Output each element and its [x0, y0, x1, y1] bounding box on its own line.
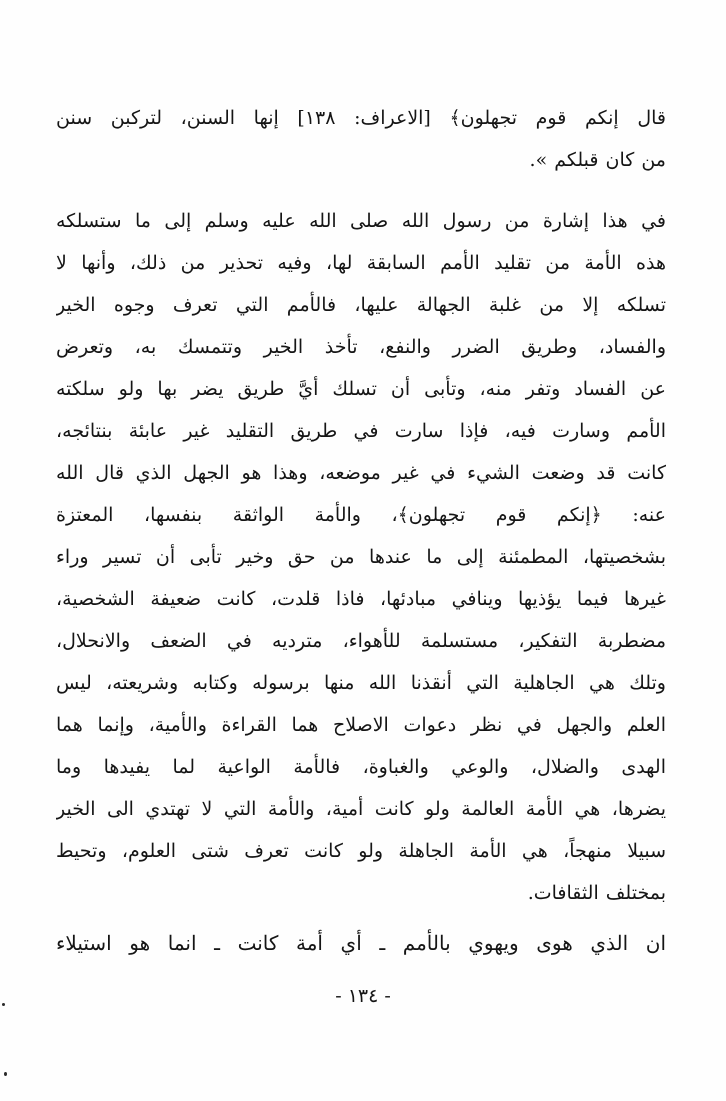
text-line: والفساد، وطريق الضرر والنفع، تأخذ الخير وتتمسك به، وتعرض [56, 336, 666, 358]
text-line: ان الذي هوى ويهوي بالأمم ـ أي أمة كانت ـ انما هو استيلاء [56, 931, 666, 955]
text-line: مضطربة التفكير، مستسلمة للأهواء، مترديه في الضعف والانحلال، [56, 630, 666, 652]
text-line: غيرها فيما يؤذيها وينافي مبادئها، فاذا قلدت، كانت ضعيفة الشخصية، [56, 588, 666, 610]
scan-speck [2, 1003, 5, 1006]
text-line: عنه: ﴿إنكم قوم تجهلون﴾، والأمة الواثقة بنفسها، المعتزة [56, 504, 666, 526]
paragraph-quote-ending [56, 97, 666, 181]
text-line: سبيلا منهجاً، هي الأمة الجاهلة ولو كانت تعرف شتى العلوم، وتحيط [56, 840, 666, 862]
text-line: الأمم وسارت فيه، فإذا سارت في طريق التقليد غير عابئة بنتائجه، [56, 420, 666, 442]
paragraph-continuation [56, 922, 666, 964]
text-line: من كان قبلكم ». [529, 149, 666, 171]
text-line: وتلك هي الجاهلية التي أنقذنا الله منها برسوله وكتابه وشريعته، ليس [56, 672, 666, 694]
text-line: العلم والجهل في نظر دعوات الاصلاح هما القراءة والأمية، وإنما هما [56, 714, 666, 736]
text-line: هذه الأمة من تقليد الأمم السابقة لها، وفيه تحذير من ذلك، وأنها لا [56, 252, 666, 274]
text-line: الهدى والضلال، والوعي والغباوة، فالأمة الواعية لما يفيدها وما [56, 756, 666, 778]
text-line: في هذا إشارة من رسول الله صلى الله عليه وسلم إلى ما ستسلكه [56, 210, 666, 232]
text-line: يضرها، هي الأمة العالمة ولو كانت أمية، والأمة التي لا تهتدي الى الخير [56, 798, 666, 820]
paragraph-commentary [56, 200, 666, 914]
text-line: عن الفساد وتفر منه، وتأبى أن تسلك أيَّ طريق يضر بها ولو سلكته [56, 378, 666, 400]
text-line: بمختلف الثقافات. [527, 882, 666, 904]
text-line: تسلكه إلا من غلبة الجهالة عليها، فالأمم التي تعرف وجوه الخير [56, 294, 666, 316]
page-number: - ١٣٤ - [335, 985, 391, 1007]
text-line: بشخصيتها، المطمئنة إلى ما عندها من حق وخير تأبى أن تسير وراء [56, 546, 666, 568]
scan-speck [4, 1072, 7, 1076]
text-line: كانت قد وضعت الشيء في غير موضعه، وهذا هو الجهل الذي قال الله [56, 462, 666, 484]
text-line: قال إنكم قوم تجهلون﴾ [الاعراف: ١٣٨] إنها السنن، لتركبن سنن [56, 107, 666, 129]
